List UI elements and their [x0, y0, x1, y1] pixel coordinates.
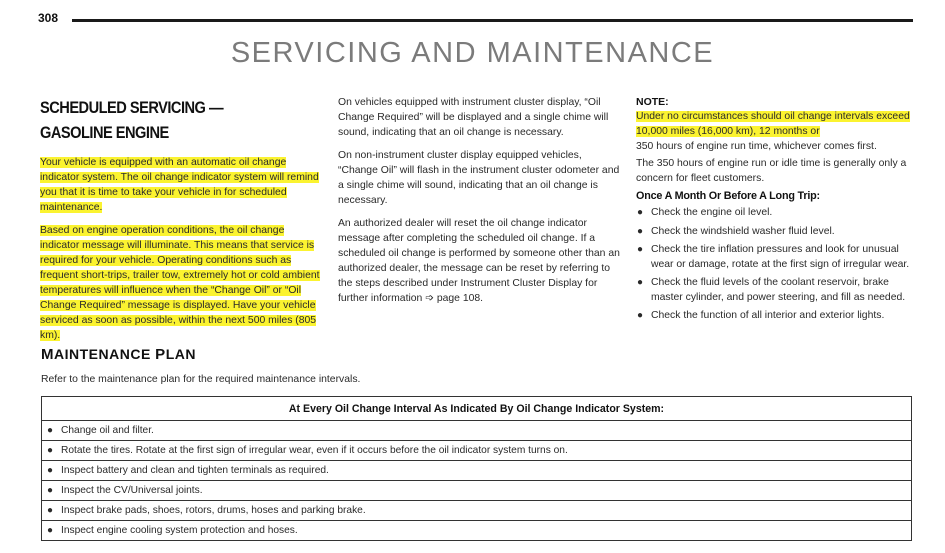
table-header-row	[42, 397, 912, 421]
heading-line-2: GASOLINE ENGINE	[40, 123, 169, 142]
paragraph-non-cluster-display: On non-instrument cluster display equipped vehicles, “Change Oil” will flash in the instrument cluster odometer and a single chime will sound, indicating that an oil change is necessary.	[338, 150, 620, 206]
list-item: ● Check the tire inflation pressures and look for unusual wear or damage, rotate at the first sign of irregular wear.	[637, 244, 910, 270]
maintenance-plan-intro: Refer to the maintenance plan for the required maintenance intervals.	[41, 374, 361, 385]
table-row: ● Change oil and filter.	[42, 421, 912, 441]
bullet-icon: ●	[47, 485, 54, 496]
note-rest-text: 350 hours of engine run time, whichever comes first.	[636, 141, 877, 152]
highlighted-text: Under no circumstances should oil change intervals exceed 10,000 miles (16,000 km), 12 months or	[636, 111, 910, 137]
bullet-icon: ●	[47, 525, 54, 536]
note-title: NOTE:	[636, 96, 669, 108]
highlighted-text: Your vehicle is equipped with an automatic oil change indicator system. The oil change indicator system will remind you that it is time to take your vehicle in for scheduled maintenance.	[40, 157, 319, 213]
scheduled-servicing-heading	[40, 95, 283, 145]
table-row: ● Inspect battery and clean and tighten terminals as required.	[42, 461, 912, 481]
bullet-icon: ●	[47, 505, 54, 516]
bullet-icon: ●	[47, 425, 54, 436]
note-paragraph	[636, 109, 916, 154]
note-fleet-paragraph: The 350 hours of engine run or idle time is generally only a concern for fleet customers.	[636, 158, 907, 184]
bullet-icon: ●	[47, 465, 54, 476]
table-row: ● Inspect the CV/Universal joints.	[42, 481, 912, 501]
paragraph-oil-indicator	[40, 155, 322, 215]
page-ref-arrow-icon: ➩	[425, 293, 434, 304]
bullet-icon: ●	[637, 207, 644, 218]
paragraph-operating-conditions	[40, 223, 322, 343]
header-rule	[72, 19, 913, 22]
maintenance-plan-heading: MAINTENANCE PLAN	[41, 346, 196, 363]
paragraph-cluster-display: On vehicles equipped with instrument cluster display, “Oil Change Required” will be displayed and a single chime will sound, indicating that an oil change is necessary.	[338, 97, 609, 138]
list-item: ● Check the engine oil level.	[636, 206, 916, 221]
list-item: ● Check the windshield washer fluid level.	[636, 225, 916, 240]
bullet-icon: ●	[637, 277, 644, 288]
table-row: ● Inspect brake pads, shoes, rotors, drums, hoses and parking brake.	[42, 501, 912, 521]
highlighted-text: Based on engine operation conditions, the oil change indicator message will illuminate. This means that service is required for your vehicle. Operating conditions such as frequent short-trips, trailer tow, extremely hot or cold ambient temperatures will influence when the “Change Oil” or “Oil Change Required” message is displayed. Have your vehicle serviced as soon as possible, within the next 500 miles (805 km).	[40, 225, 320, 341]
table-row: ● Rotate the tires. Rotate at the first sign of irregular wear, even if it occurs before the oil indicator system turns on.	[42, 441, 912, 461]
section-title: SERVICING AND MAINTENANCE	[230, 37, 715, 69]
page-ref-link[interactable]: page 108.	[436, 293, 484, 304]
column-scheduled-servicing	[40, 95, 322, 351]
bullet-icon: ●	[637, 310, 644, 321]
bullet-icon: ●	[47, 445, 54, 456]
heading-line-1: SCHEDULED SERVICING —	[40, 98, 224, 117]
list-item: ● Check the fluid levels of the coolant reservoir, brake master cylinder, and power steering, and fill as needed.	[637, 277, 906, 303]
table-header: At Every Oil Change Interval As Indicated By Oil Change Indicator System:	[42, 397, 912, 421]
column-note-and-checks	[636, 95, 916, 328]
list-item: ● Check the function of all interior and exterior lights.	[636, 309, 916, 324]
dealer-reset-text: An authorized dealer will reset the oil change indicator message after completing the scheduled oil change. If a scheduled oil change is performed by someone other than an authorized dealer, the message can be reset by referring to the steps described under Instrument Cluster Display for further information	[338, 218, 620, 304]
page-number: 308	[38, 11, 59, 25]
bullet-icon: ●	[637, 244, 644, 255]
maintenance-table	[41, 396, 912, 541]
monthly-check-heading: Once A Month Or Before A Long Trip:	[636, 190, 820, 202]
bullet-icon: ●	[637, 225, 644, 237]
paragraph-dealer-reset	[338, 216, 623, 306]
column-oil-change-messages	[338, 95, 623, 314]
table-row: ● Inspect engine cooling system protection and hoses.	[42, 521, 912, 541]
